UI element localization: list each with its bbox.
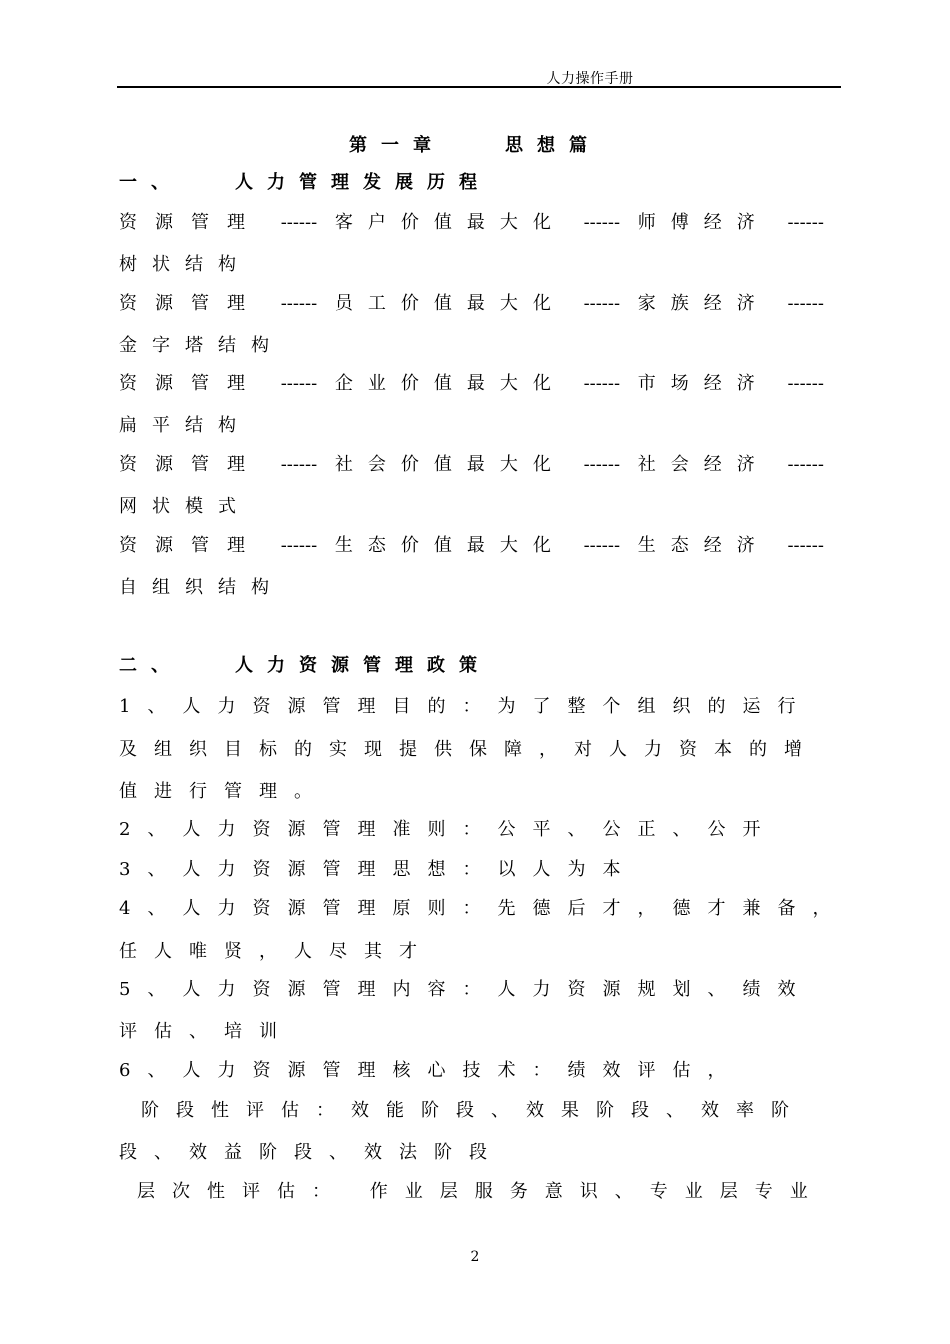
stage-line-5: 资源管理 ------ 生态价值最大化 ------ 生态经济 ------	[119, 535, 824, 556]
policy-line-13: 层次性评估： 作业层服务意识、专业层专业	[137, 1181, 825, 1202]
page-number: 2	[470, 1249, 480, 1265]
policy-line-9: 评估、培训	[119, 1021, 294, 1042]
policy-line-11: 阶段性评估：效能阶段、效果阶段、效率阶	[141, 1100, 806, 1121]
stage-tail-4: 网状模式	[119, 496, 251, 517]
policy-line-10: 6、人力资源管理核心技术：绩效评估，	[119, 1060, 743, 1081]
stage-line-4: 资源管理 ------ 社会价值最大化 ------ 社会经济 ------	[119, 454, 824, 475]
policy-line-4: 2、人力资源管理准则：公平、公正、公开	[119, 819, 778, 840]
stage-line-2: 资源管理 ------ 员工价值最大化 ------ 家族经济 ------	[119, 293, 824, 314]
policy-line-6: 4、人力资源管理原则：先德后才，德才兼备，	[119, 898, 848, 919]
header-divider	[117, 86, 841, 88]
policy-line-12: 段、效益阶段、效法阶段	[119, 1142, 504, 1163]
policy-line-2: 及组织目标的实现提供保障，对人力资本的增	[119, 739, 819, 760]
stage-tail-5: 自组织结构	[119, 577, 284, 598]
section-heading-1: 一、 人力管理发展历程	[119, 172, 491, 193]
chapter-number: 第一章	[349, 135, 445, 156]
stage-line-3: 资源管理 ------ 企业价值最大化 ------ 市场经济 ------	[119, 373, 824, 394]
stage-tail-1: 树状结构	[119, 254, 251, 275]
policy-line-7: 任人唯贤，人尽其才	[119, 941, 434, 962]
stage-tail-2: 金字塔结构	[119, 335, 284, 356]
policy-line-1: 1、人力资源管理目的：为了整个组织的运行	[119, 696, 813, 717]
section-heading-2: 二、 人力资源管理政策	[119, 655, 491, 676]
stage-tail-3: 扁平结构	[119, 415, 251, 436]
policy-line-8: 5、人力资源管理内容：人力资源规划、绩效	[119, 979, 813, 1000]
policy-line-3: 值进行管理。	[119, 781, 329, 802]
chapter-title	[0, 131, 950, 157]
stage-line-1: 资源管理 ------ 客户价值最大化 ------ 师傅经济 ------	[119, 212, 824, 233]
chapter-name: 思想篇	[505, 135, 601, 156]
page-header-title: 人力操作手册	[546, 71, 634, 87]
policy-line-5: 3、人力资源管理思想：以人为本	[119, 859, 638, 880]
